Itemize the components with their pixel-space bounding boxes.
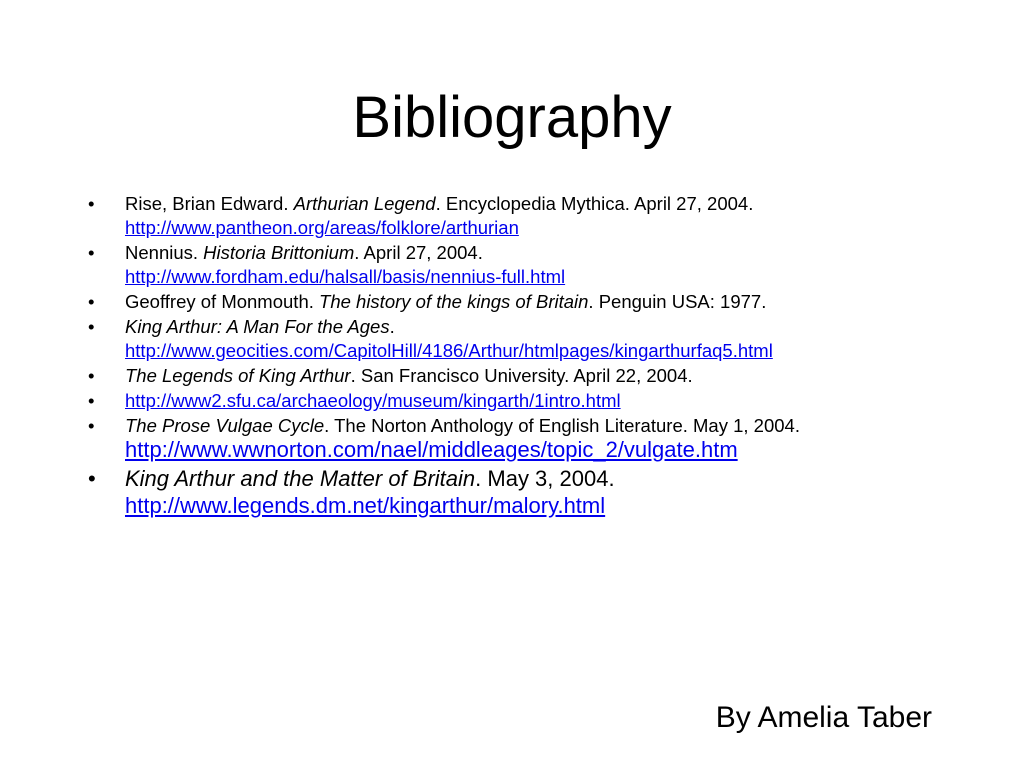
bibliography-list <box>88 192 968 520</box>
entry-title: The Legends of King Arthur <box>125 365 351 386</box>
entry-link[interactable]: http://www.fordham.edu/halsall/basis/nennius-full.html <box>125 266 566 287</box>
entry-link[interactable]: http://www.pantheon.org/areas/folklore/arthurian <box>125 217 519 238</box>
bibliography-entry <box>88 465 968 519</box>
bibliography-entry <box>88 192 968 240</box>
entry-details: . April 27, 2004. <box>354 242 483 263</box>
bibliography-entry <box>88 290 968 314</box>
entry-title: King Arthur: A Man For the Ages <box>125 316 390 337</box>
bullet-icon: • <box>88 390 95 411</box>
bullet-icon: • <box>88 193 95 214</box>
bullet-icon: • <box>88 365 95 386</box>
entry-link[interactable]: http://www2.sfu.ca/archaeology/museum/kingarth/1intro.html <box>125 390 621 411</box>
entry-title: King Arthur and the Matter of Britain <box>125 466 476 491</box>
entry-link[interactable]: http://www.wwnorton.com/nael/middleages/topic_2/vulgate.htm <box>125 437 738 462</box>
bullet-icon: • <box>88 316 95 337</box>
entry-title: The history of the kings of Britain <box>319 291 589 312</box>
entry-author: Geoffrey of Monmouth. <box>125 291 320 312</box>
slide-title: Bibliography <box>352 85 672 150</box>
slide-author: By Amelia Taber <box>715 701 932 734</box>
entry-link[interactable]: http://www.legends.dm.net/kingarthur/malory.html <box>125 493 606 518</box>
entry-details: . Penguin USA: 1977. <box>588 291 767 312</box>
entry-author: Nennius. <box>125 242 204 263</box>
bullet-icon: • <box>88 242 95 263</box>
entry-details: . <box>389 316 395 337</box>
entry-details: . May 3, 2004. <box>475 466 615 491</box>
bibliography-entry <box>88 414 968 463</box>
bibliography-entry <box>88 241 968 289</box>
bullet-icon: • <box>88 415 95 436</box>
entry-details: . The Norton Anthology of English Literature. May 1, 2004. <box>324 415 800 436</box>
entry-details: . Encyclopedia Mythica. April 27, 2004. <box>435 193 754 214</box>
bullet-icon: • <box>88 466 96 491</box>
entry-title: Arthurian Legend <box>293 193 436 214</box>
bibliography-entry <box>88 364 968 388</box>
entry-link[interactable]: http://www.geocities.com/CapitolHill/4186/Arthur/htmlpages/kingarthurfaq5.html <box>125 340 773 361</box>
entry-details: . San Francisco University. April 22, 2004. <box>350 365 693 386</box>
bullet-icon: • <box>88 291 95 312</box>
bibliography-entry <box>88 389 968 413</box>
entry-title: Historia Brittonium <box>203 242 355 263</box>
entry-title: The Prose Vulgae Cycle <box>125 415 325 436</box>
bibliography-entry <box>88 315 968 363</box>
entry-author: Rise, Brian Edward. <box>125 193 294 214</box>
